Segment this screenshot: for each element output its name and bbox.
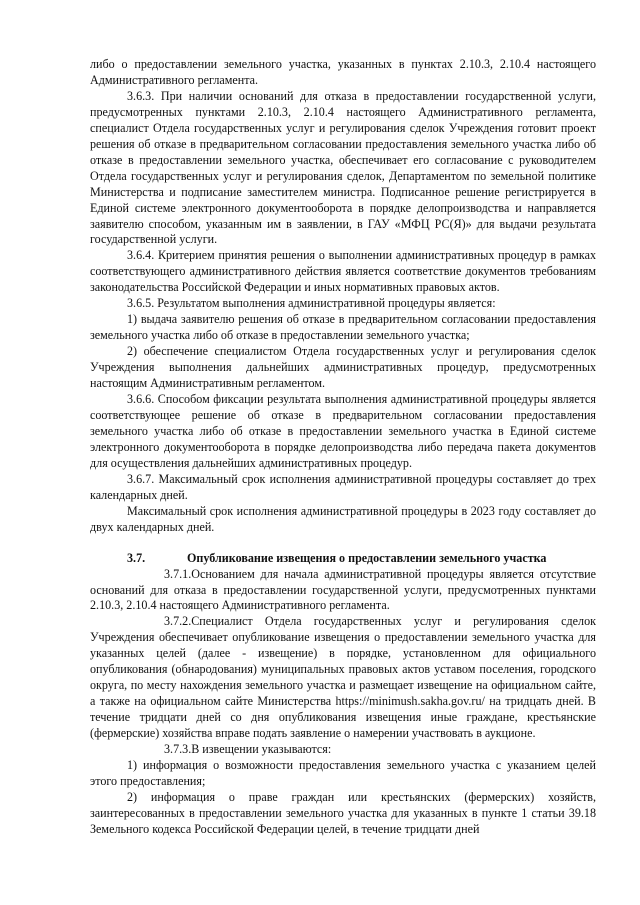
section-title: Опубликование извещения о предоставлении земельного участка: [187, 550, 547, 565]
paragraph-3-7-2: [90, 614, 596, 742]
paragraph-continuation: либо о предоставлении земельного участка, указанных в пунктах 2.10.3, 2.10.4 настоящего Административного регламента.: [90, 57, 596, 87]
paragraph-3-7-3-text: В извещении указываются:: [191, 742, 332, 757]
paragraph-3-7-1-text: Основанием для начала административной процедуры является отсутствие оснований для отказа в предоставлении государственной услуги, предусмотренных пунктами 2.10.3, 2.10.4 настоящего Административного регламента.: [90, 566, 596, 613]
paragraph-3-7-1: [90, 567, 596, 615]
paragraph-3-6-7: 3.6.7. Максимальный срок исполнения административной процедуры составляет до трех календарных дней.: [90, 471, 596, 502]
paragraph-3-6-6: 3.6.6. Способом фиксации результата выполнения административной процедуры является соответствующее решение об отказе в предварительном согласовании предоставления земельного участка либо об отказе в предоставлении земельного участка в Единой системе электронного документооборота в порядке делопроизводства либо передача пакета документов для осуществления дальнейших административных процедур.: [90, 392, 596, 470]
paragraph-3-6-4: 3.6.4. Критерием принятия решения о выполнении административных процедур в рамках соответствующего административного действия является соответствие документов требованиям законодательства Российской Федерации и иных нормативных правовых актов.: [90, 248, 596, 295]
list-item-3-7-3-1: 1) информация о возможности предоставления земельного участка с указанием целей этого предоставления;: [90, 757, 596, 788]
list-item-3-6-5-1: 1) выдача заявителю решения об отказе в предварительном согласовании предоставления земельного участка либо об отказе в предоставлении земельного участка;: [90, 312, 596, 343]
list-item-3-6-5-2: 2) обеспечение специалистом Отдела государственных услуг и регулирования сделок Учреждения выполнения дальнейших административных процедур, предусмотренных настоящим Административным регламентом.: [90, 344, 596, 391]
paragraph-3-7-3: [90, 742, 596, 758]
section-heading: [90, 551, 596, 567]
paragraph-3-7-1-number: 3.7.1.: [164, 566, 192, 581]
section-number: 3.7.: [127, 550, 146, 565]
list-item-3-7-3-2: 2) информация о праве граждан или крестьянских (фермерских) хозяйств, заинтересованных в предоставлении земельного участка для указанных в пункте 1 статьи 39.18 Земельного кодекса Российской Федерации целей, в течение тридцати дней: [90, 789, 596, 836]
paragraph-3-7-2-number: 3.7.2.: [164, 614, 192, 629]
paragraph-2023-term: Максимальный срок исполнения административной процедуры в 2023 году составляет до двух календарных дней.: [90, 503, 596, 534]
document-body: [90, 57, 596, 838]
paragraph-3-7-3-number: 3.7.3.: [164, 742, 192, 757]
paragraph-3-6-3: 3.6.3. При наличии оснований для отказа в предоставлении государственной услуги, предусмотренных пунктами 2.10.3, 2.10.4 настоящего Административного регламента, специалист Отдела государственных услуг и регулирования сделок Учреждения готовит проект решения об отказе в предварительном согласовании предоставления земельного участка либо об отказе в предоставлении земельного участка, обеспечивает его согласование с руководителем Отдела государственных услуг и регулирования сделок, Департаментом по земельной политике Министерства и подписание заместителем министра. Подписанное решение регистрируется в Единой системе электронного документооборота в порядке делопроизводства и направляется заявителю способом, указанным им в заявлении, в ГАУ «МФЦ РС(Я)» для выдачи результата государственной услуги.: [90, 88, 596, 247]
paragraph-3-6-5: 3.6.5. Результатом выполнения административной процедуры является:: [127, 296, 496, 311]
paragraph-3-7-2-text: Специалист Отдела государственных услуг и регулирования сделок Учреждения обеспечивает опубликование извещения о предоставлении земельного участка для указанных целей (далее - извещение) в порядке, установленном для официального опубликования (обнародования) муниципальных правовых актов уставом поселения, городского округа, по месту нахождения земельного участка и размещает извещение на официальном сайте, а также на официальном сайте Министерства https://minimush.sakha.gov.ru/ на тридцать дней. В течение тридцати дней со дня опубликования извещения иные граждане, крестьянские (фермерские) хозяйства вправе подать заявление о намерении участвовать в аукционе.: [90, 614, 596, 741]
